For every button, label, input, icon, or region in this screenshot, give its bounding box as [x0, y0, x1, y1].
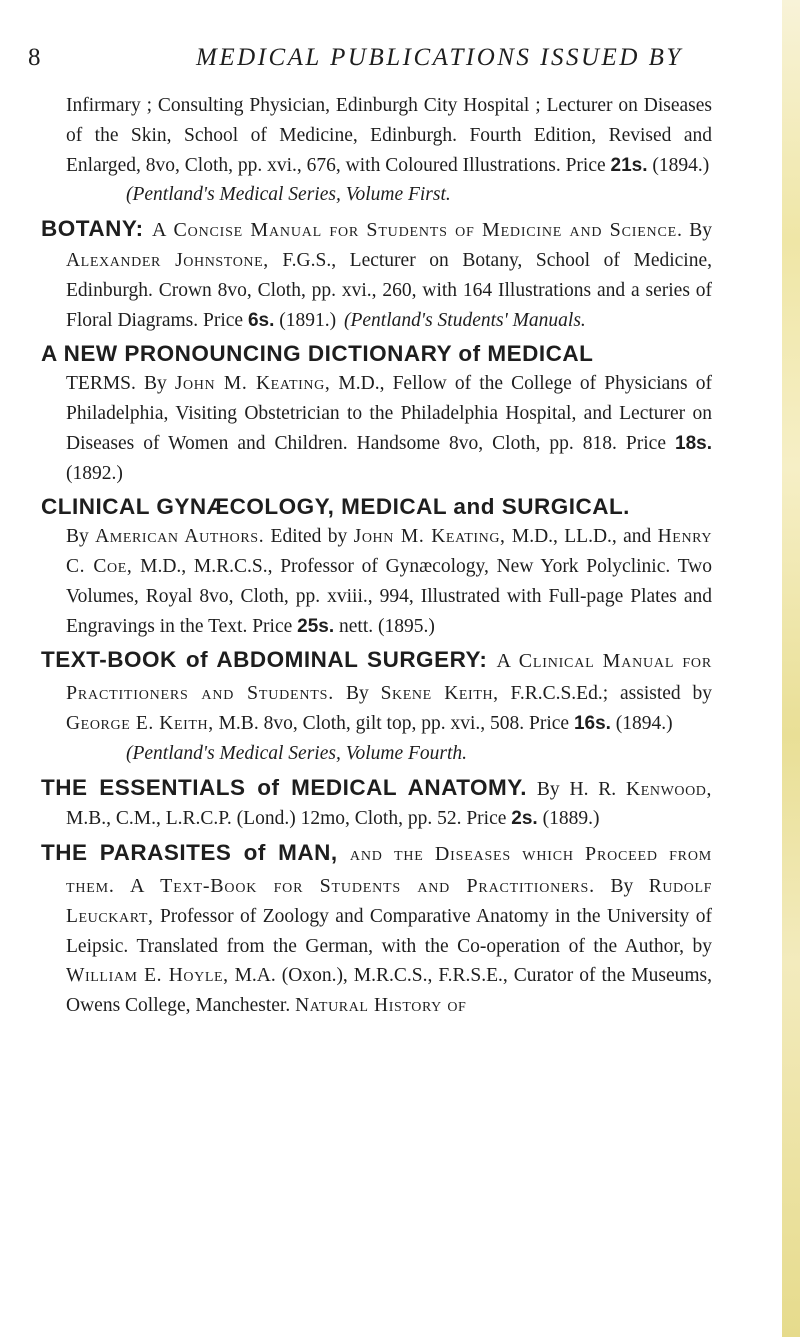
author-name: John M. Keating, — [174, 373, 331, 395]
heading-subtitle: A Concise Manual for Students of Medicine and Science. — [152, 219, 683, 242]
continued-series: Natural History of — [295, 995, 467, 1017]
year: (1889.) — [542, 808, 600, 830]
entry-heading: TEXT-BOOK of ABDOMINAL SURGERY: A Clinical Manual for Practitioners and Students. — [41, 647, 712, 705]
year: (1892.) — [66, 462, 123, 484]
year: (1894.) — [615, 712, 673, 734]
page-edge — [782, 0, 800, 1337]
price: 6s. — [247, 309, 275, 331]
catalogue-entry — [41, 339, 712, 488]
entry-text: BOTANY: A Concise Manual for Students of Medicine and Science. By Alexander Johnstone, F.G.S., Lecturer on Botany, School of Medicine, Edinburgh. Crown 8vo, Cloth, pp. xvi., 260, with 164 Illustrations and a series of Floral Diagrams. Price 6s. (1891.) — [41, 216, 713, 331]
author-name: Skene Keith, — [380, 683, 499, 705]
entry-text: TEXT-BOOK of ABDOMINAL SURGERY: A Clinical Manual for Practitioners and Students. By Skene Keith, F.R.C.S.Ed.; assisted by George E. Keith, M.B. 8vo, Cloth, gilt top, pp. xvi., 508. Price 16s. (1894.) — [41, 647, 713, 734]
heading-subtitle: A Clinical Manual for Practitioners and Students. — [66, 650, 712, 705]
year: nett. (1895.) — [339, 615, 435, 637]
catalogue-entry — [41, 773, 712, 835]
year: (1891.) — [279, 309, 337, 331]
author-name: William E. Hoyle, — [66, 965, 229, 987]
catalogue-entry — [41, 492, 713, 641]
price: 18s. — [675, 432, 712, 454]
author-name: John M. Keating, — [353, 526, 506, 548]
entry-text: THE PARASITES of MAN, and the Diseases which Proceed from them. A Text-Book for Students and Practitioners. By Rudolf Leuckart, Professor of Zoology and Comparative Anatomy in the University of Leipsic. Translated from the German, with the Co-operation of the Author, by William E. Hoyle, M.A. (Oxon.), M.R.C.S., F.R.S.E., Curator of the Museums, Owens College, Manchester. Natural History of — [41, 840, 712, 1017]
entry-heading: THE PARASITES of MAN, and the Diseases which Proceed from them. A Text-Book for Students and Practitioners. — [41, 840, 712, 897]
page-header — [0, 43, 800, 75]
entry-text: By American Authors. Edited by John M. Keating, M.D., LL.D., and Henry C. Coe, M.D., M.R.C.S., Professor of Gynæcology, New York Polyclinic. Two Volumes, Royal 8vo, Cloth, pp. xviii., 994, Illustrated with Full-page Plates and Engravings in the Text. Price 25s. nett. (1895.) — [66, 526, 713, 637]
series-note: (Pentland's Medical Series, Volume First. — [126, 184, 451, 206]
price: 21s. — [610, 154, 648, 176]
author-name: Kenwood, — [626, 778, 712, 800]
series-note: (Pentland's Medical Series, Volume Fourth. — [126, 742, 468, 764]
running-title: MEDICAL PUBLICATIONS ISSUED BY — [196, 44, 683, 71]
entry-heading: BOTANY: A Concise Manual for Students of Medicine and Science. — [41, 216, 683, 242]
entry-heading: CLINICAL GYNÆCOLOGY, MEDICAL and SURGICAL. — [41, 494, 630, 520]
catalogue-entry — [66, 91, 712, 210]
catalogue-entry — [41, 645, 713, 768]
entry-heading: A NEW PRONOUNCING DICTIONARY of MEDICAL — [41, 341, 594, 367]
author-name: Henry C. Coe, — [66, 526, 713, 577]
catalogue-entry — [41, 838, 712, 1021]
price: 2s. — [511, 808, 538, 830]
catalogue-body — [41, 91, 713, 1025]
catalogue-entry — [41, 214, 713, 335]
entry-heading: THE ESSENTIALS of MEDICAL ANATOMY. — [41, 774, 528, 800]
page-number: 8 — [28, 44, 41, 71]
authors: American Authors. — [95, 526, 265, 548]
price: 25s. — [297, 615, 335, 637]
price: 16s. — [573, 712, 611, 734]
entry-text: TERMS. By John M. Keating, M.D., Fellow of the College of Physicians of Philadelphia, Visiting Obstetrician to the Philadelphia Hospital, and Lecturer on Diseases of Women and Children. Handsome 8vo, Cloth, pp. 818. Price 18s. (1892.) — [66, 373, 712, 484]
year: (1894.) — [652, 154, 710, 176]
author-name: Rudolf Leuckart, — [66, 875, 712, 927]
author-name: George E. Keith, — [66, 712, 214, 734]
heading-subtitle: and the Diseases which Proceed from them. A Text-Book for Students and Practitioners. — [66, 843, 712, 897]
entry-text: THE ESSENTIALS of MEDICAL ANATOMY. By H. R. Kenwood, M.B., C.M., L.R.C.P. (Lond.) 12mo, Cloth, pp. 52. Price 2s. (1889.) — [41, 774, 712, 830]
series-note: (Pentland's Students' Manuals. — [344, 309, 586, 331]
entry-text: Infirmary ; Consulting Physician, Edinburgh City Hospital ; Lecturer on Diseases of the Skin, School of Medicine, Edinburgh. Fourth Edition, Revised and Enlarged, 8vo, Cloth, pp. xvi., 676, with Coloured Illustrations. Price 21s. (1894.) — [66, 95, 712, 176]
author-name: Alexander Johnstone, — [66, 249, 269, 271]
